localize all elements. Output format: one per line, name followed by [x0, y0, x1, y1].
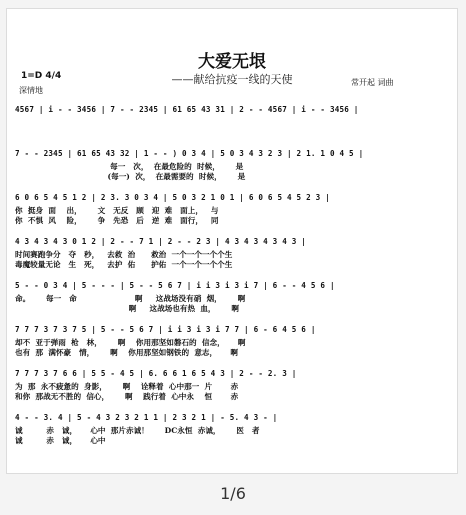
- lyric-line: 你 挺身 面 出， 文 无反 顾 迎 难 面上， 与: [15, 206, 219, 215]
- song-title: 大爱无垠: [198, 52, 266, 72]
- lyric-line: 和你 那战无不胜的 信心， 啊 践行着 心中永 恒 赤: [15, 392, 239, 401]
- notation-line: 5 - - 0 3 4 | 5 - - - | 5 - - 5 6 7 | i i 3 i 3 i 7 | 6 - - 4 5 6 |: [15, 281, 335, 290]
- lyric-line: 却不 亚于弹雨 枪 林， 啊 你用那坚如磐石的 信念， 啊: [15, 338, 246, 347]
- page-indicator: 1/6: [220, 484, 246, 503]
- notation-line: 4 3 4 3 4 3 0 1 2 | 2 - - 7 1 | 2 - - 2 3 | 4 3 4 3 4 3 4 3 |: [15, 237, 307, 246]
- lyric-line: 你 不惧 风 险， 争 先恐 后 逆 难 面行， 同: [15, 216, 219, 225]
- lyric-line: 命。 每一 命 啊 这战场没有硝 烟， 啊: [15, 294, 246, 303]
- notation-line: 7 7 7 3 7 3 7 5 | 5 - - 5 6 7 | i i 3 i 3 i 7 7 | 6 - 6 4 5 6 |: [15, 325, 316, 334]
- notation-line: 4 - - 3. 4 | 5 - 4 3 2 3 2 1 1 | 2 3 2 1 | - 5. 4 3 - |: [15, 413, 278, 422]
- lyric-line: 啊 这战场也有热 血， 啊: [15, 304, 239, 313]
- tempo-marking: 深情地: [19, 86, 43, 95]
- notation-line: 7 - - 2345 | 61 65 43 32 | 1 - - ) 0 3 4 | 5 0 3 4 3 2 3 | 2 1. 1 0 4 5 |: [15, 149, 364, 158]
- key-signature: 1=D 4/4: [21, 71, 62, 81]
- composer-credit: 常开起 词曲: [351, 78, 394, 87]
- notation-line: 7 7 7 3 7 6 6 | 5 5 - 4 5 | 6. 6 6 1 6 5 4 3 | 2 - - 2. 3 |: [15, 369, 297, 378]
- notation-line: 4567 | i - - 3456 | 7 - - 2345 | 61 65 43 31 | 2 - - 4567 | i - - 3456 |: [15, 105, 359, 114]
- score-page[interactable]: [6, 8, 458, 474]
- lyric-line: 诚 赤 诚， 心中: [15, 436, 106, 445]
- lyric-line: 为 那 永不疲惫的 身影， 啊 诠释着 心中那一 片 赤: [15, 382, 239, 391]
- lyric-line: 毒魔较量无论 生 死， 去护 佑 护佑 一个一个一个个生: [15, 260, 233, 269]
- lyric-line: 时间赛跑争分 夺 秒， 去救 治 救治 一个一个一个个生: [15, 250, 233, 259]
- lyric-line: (每一) 次， 在最需要的 时候， 是: [15, 172, 246, 181]
- lyric-line: 也有 那 满怀豪 情， 啊 你用那坚如钢铁的 意志， 啊: [15, 348, 238, 357]
- notation-line: 6 0 6 5 4 5 1 2 | 2 3. 3 0 3 4 | 5 0 3 2 1 0 1 | 6 0 6 5 4 5 2 3 |: [15, 193, 330, 202]
- song-subtitle: ——献给抗疫一线的天使: [171, 73, 293, 86]
- lyric-line: 诚 赤 诚， 心中 那片赤诚！ DC永恒 赤诚， 医 者: [15, 426, 260, 435]
- lyric-line: 每一 次， 在最危险的 时候， 是: [15, 162, 244, 171]
